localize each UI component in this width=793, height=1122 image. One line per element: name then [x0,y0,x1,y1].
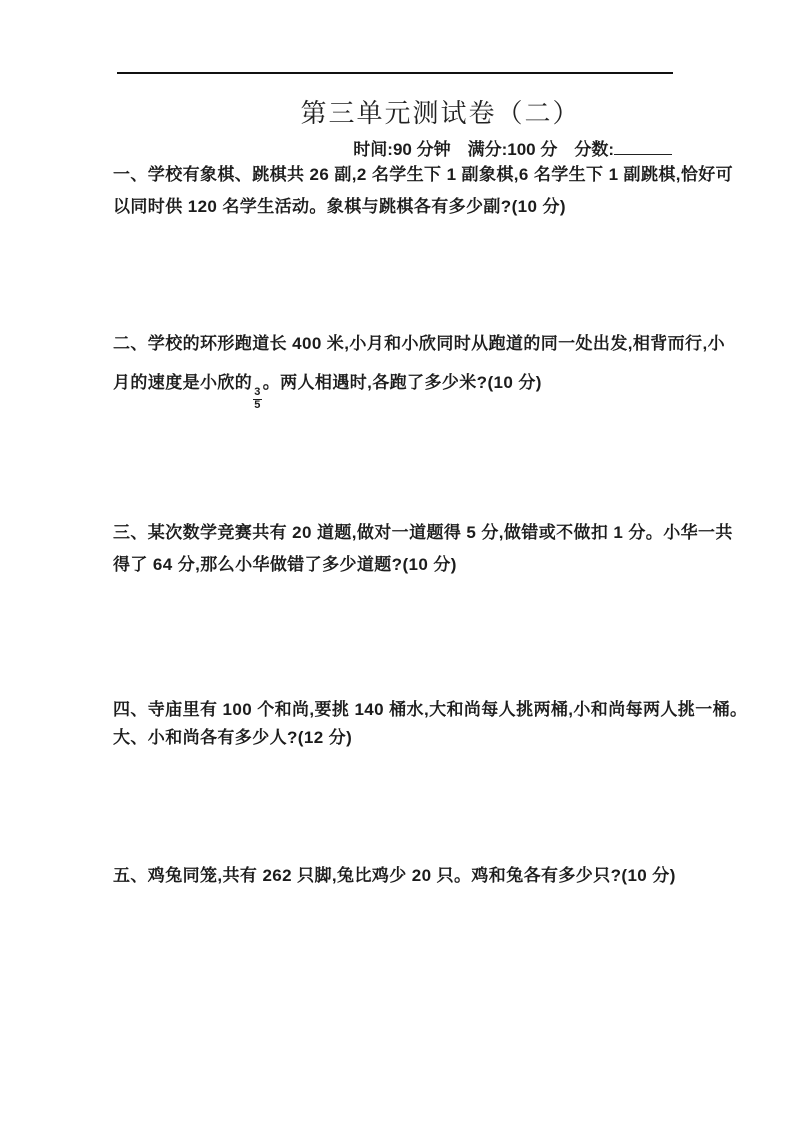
question-1-line-2: 以同时供 120 名学生活动。象棋与跳棋各有多少副?(10 分) [113,197,566,216]
question-1-line-1: 一、学校有象棋、跳棋共 26 副,2 名学生下 1 副象棋,6 名学生下 1 副跳棋,恰好可 [113,165,734,184]
full-score-label: 满分:100 分 [467,140,558,159]
score-label: 分数: [574,140,614,159]
fraction-denominator: 5 [254,398,261,411]
question-4-line-1: 四、寺庙里有 100 个和尚,要挑 140 桶水,大和尚每人挑两桶,小和尚每两人挑一桶。 [113,700,748,719]
question-3-line-1: 三、某次数学竞赛共有 20 道题,做对一道题得 5 分,做错或不做扣 1 分。小华一共 [113,523,733,542]
question-2-line-2-before: 月的速度是小欣的 [113,373,253,392]
score-blank-line [614,139,672,155]
question-2-line-2-after: 。两人相遇时,各跑了多少米?(10 分) [262,373,542,392]
time-label: 时间:90 分钟 [353,140,451,159]
top-divider-rule [117,72,673,74]
question-5-line-1: 五、鸡兔同笼,共有 262 只脚,兔比鸡少 20 只。鸡和兔各有多少只?(10 分) [113,866,676,885]
question-2-line-2 [113,368,542,411]
page-title: 第三单元测试卷（二） [300,99,581,128]
fraction-three-fifths [253,387,262,411]
question-3-line-2: 得了 64 分,那么小华做错了多少道题?(10 分) [113,555,457,574]
question-2-line-1: 二、学校的环形跑道长 400 米,小月和小欣同时从跑道的同一处出发,相背而行,小 [113,334,725,353]
fraction-numerator: 3 [254,386,261,398]
question-4-line-2: 大、小和尚各有多少人?(12 分) [113,728,353,747]
exam-meta-line [353,135,672,160]
